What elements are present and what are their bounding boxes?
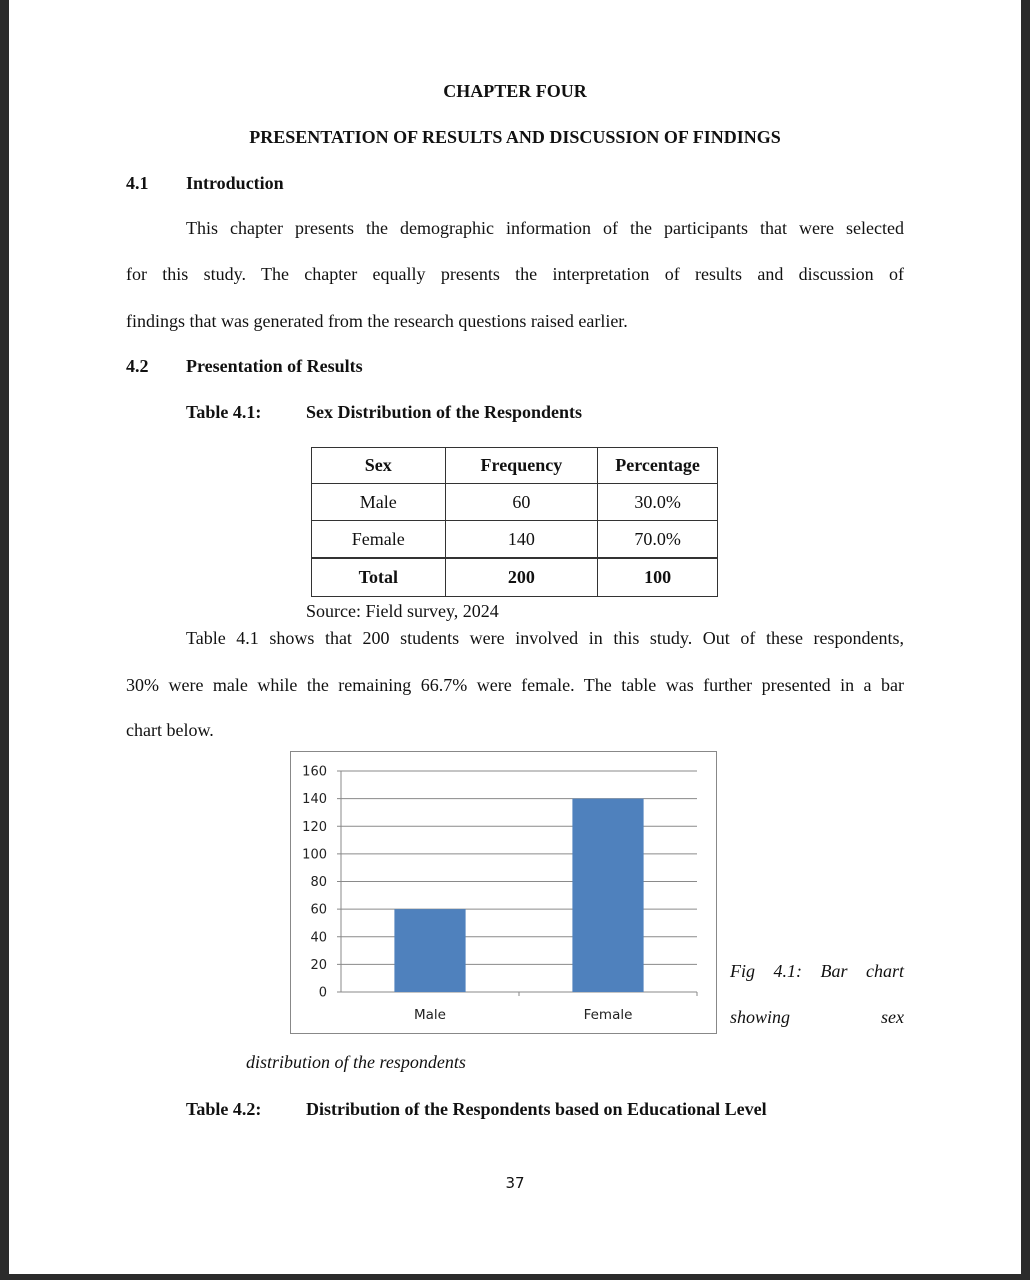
figure-caption-sex: sex (881, 1007, 904, 1027)
intro-line-1: This chapter presents the demographic information of the participants that were selected (186, 218, 904, 238)
cell-frequency: 60 (445, 484, 598, 521)
figure-caption-line-3: distribution of the respondents (246, 1052, 466, 1072)
table-total-row (312, 558, 718, 597)
cell-total-percentage: 100 (598, 558, 718, 597)
analysis-line-1: Table 4.1 shows that 200 students were involved in this study. Out of these respondents, (186, 628, 904, 648)
analysis-line-3: chart below. (126, 720, 214, 740)
chapter-title: CHAPTER FOUR (443, 81, 587, 101)
sex-distribution-table (311, 447, 718, 597)
figure-caption-line-1: Fig 4.1: Bar chart (730, 961, 904, 981)
y-tick-label: 100 (302, 847, 327, 863)
y-tick-label: 40 (310, 930, 327, 946)
y-tick-label: 120 (302, 819, 327, 835)
section-number-4-1: 4.1 (126, 173, 149, 193)
y-tick-label: 0 (318, 985, 327, 1001)
bar-female (572, 799, 643, 992)
cell-total-label: Total (312, 558, 446, 597)
header-percentage: Percentage (598, 448, 718, 484)
header-frequency: Frequency (445, 448, 598, 484)
x-tick-label: Female (583, 1007, 633, 1023)
section-title-introduction: Introduction (186, 173, 284, 193)
cell-sex: Male (312, 484, 446, 521)
table-header-row (312, 448, 718, 484)
table-4-1-label: Table 4.1: (186, 402, 262, 422)
cell-percentage: 30.0% (598, 484, 718, 521)
cell-percentage: 70.0% (598, 521, 718, 559)
header-sex: Sex (312, 448, 446, 484)
table-4-1-title: Sex Distribution of the Respondents (306, 402, 583, 422)
table-source: Source: Field survey, 2024 (306, 601, 499, 621)
section-number-4-2: 4.2 (126, 356, 149, 376)
table-row (312, 521, 718, 559)
y-tick-label: 20 (310, 957, 327, 973)
cell-frequency: 140 (445, 521, 598, 559)
cell-total-frequency: 200 (445, 558, 598, 597)
figure-caption-showing: showing (730, 1007, 791, 1027)
cell-sex: Female (312, 521, 446, 559)
x-tick-label: Male (414, 1007, 446, 1023)
table-4-2-title: Distribution of the Respondents based on Educational Level (306, 1099, 767, 1119)
bar-chart-frame (290, 751, 717, 1034)
y-tick-label: 140 (302, 792, 327, 808)
table-4-2-label: Table 4.2: (186, 1099, 262, 1119)
bar-chart (291, 752, 716, 1033)
intro-line-3: findings that was generated from the research questions raised earlier. (126, 311, 628, 331)
page-number: 37 (505, 1174, 525, 1192)
y-tick-label: 160 (302, 764, 327, 780)
y-tick-label: 60 (310, 902, 327, 918)
analysis-line-2: 30% were male while the remaining 66.7% were female. The table was further presented in a bar (126, 675, 904, 695)
section-title-presentation: Presentation of Results (186, 356, 363, 376)
y-tick-label: 80 (310, 875, 327, 890)
bar-male (394, 909, 465, 992)
table-row (312, 484, 718, 521)
chapter-subtitle: PRESENTATION OF RESULTS AND DISCUSSION OF FINDINGS (249, 127, 781, 147)
intro-line-2: for this study. The chapter equally presents the interpretation of results and discussion of (126, 264, 904, 284)
